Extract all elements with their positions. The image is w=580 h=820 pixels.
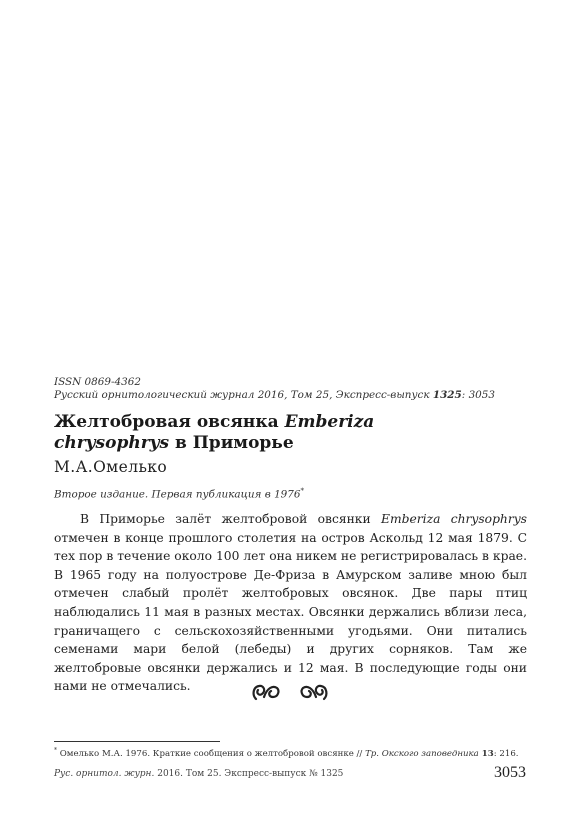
edition-note xyxy=(54,487,304,500)
title-species: chrysophrys xyxy=(54,433,170,453)
footnote-marker: * xyxy=(300,487,305,495)
footer-issue-details: 2016. Том 25. Экспресс-выпуск № 1325 xyxy=(154,769,344,779)
footnote-pages: : 216. xyxy=(493,748,519,759)
journal-abbreviation: Рус. орнитол. журн. xyxy=(54,769,155,779)
issue-number: 1325 xyxy=(432,389,462,401)
journal-citation-line xyxy=(54,389,495,401)
fleuron-right-icon xyxy=(299,682,329,702)
article-title xyxy=(54,412,494,454)
section-end-ornament xyxy=(0,680,580,704)
body-species-name: Emberiza chrysophrys xyxy=(381,512,527,526)
footnote-volume: 13 xyxy=(478,748,494,759)
footnote-reference: Омелько М.А. 1976. Краткие сообщения о желтобровой овсянке // xyxy=(57,748,366,759)
title-text-1: Желтобровая овсянка xyxy=(54,412,285,432)
footnote-mark: * xyxy=(54,747,57,754)
author-name: М.А.Омелько xyxy=(54,458,168,476)
fleuron-left-icon xyxy=(251,682,281,702)
body-text-1: В Приморье залёт желтобровой овсянки xyxy=(80,512,381,526)
page-range: : 3053 xyxy=(461,389,496,401)
article-body xyxy=(54,510,527,696)
page-number: 3053 xyxy=(494,764,526,781)
journal-name: Русский орнитологический журнал 2016, Том 25, Экспресс-выпуск xyxy=(54,389,433,401)
body-text-2: отмечен в конце прошлого столетия на остров Аскольд 12 мая 1879. С тех пор в течение около 100 лет она никем не регистрировалась в крае. В 1965 году на полуострове Де-Фриза в Амурском заливе мною был отмечен слабый пролёт желтобровых овсянок. Две пары птиц наблюдались 11 мая в разных местах. Овсянки держались вблизи леса, граничащего с сельскохозяйственными угодьями. Они питались семенами мари белой (лебеды) и других сорняков. Там же желтобровые овсянки держались и 12 мая. В последующие годы они нами не отмечались. xyxy=(54,530,527,694)
footnote-separator xyxy=(54,741,220,742)
edition-text: Второе издание. Первая публикация в 1976 xyxy=(54,488,301,501)
running-footer xyxy=(54,769,343,779)
title-text-2: в Приморье xyxy=(169,433,294,453)
issn-line: ISSN 0869-4362 xyxy=(54,376,141,388)
title-genus: Emberiza xyxy=(284,412,375,432)
footnote xyxy=(54,747,534,759)
footnote-source: Тр. Окского заповедника xyxy=(365,748,479,759)
